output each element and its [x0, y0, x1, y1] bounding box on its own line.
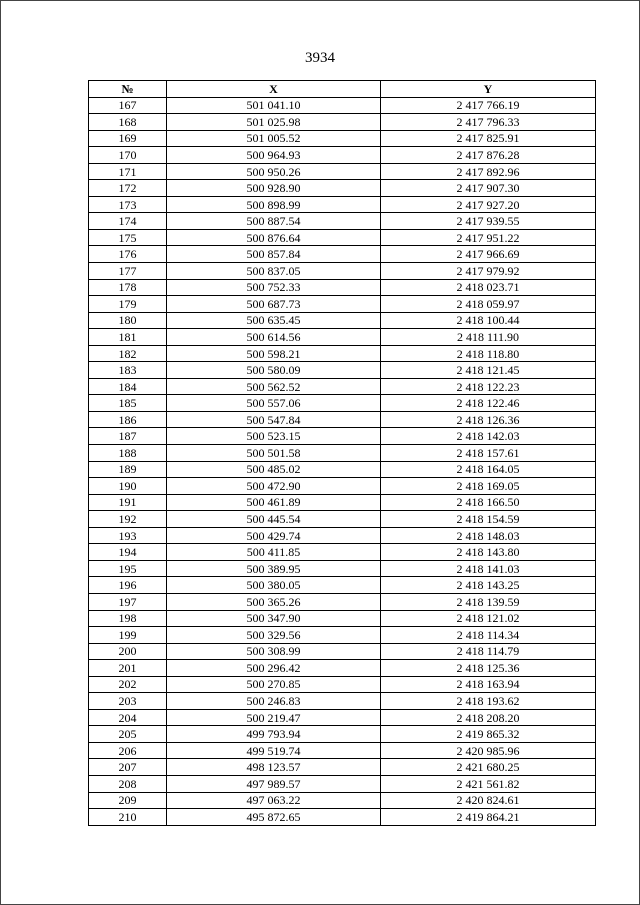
table-row [89, 114, 596, 131]
table-row [89, 279, 596, 296]
x-coordinate-cell: 500 614.56 [167, 329, 381, 346]
x-coordinate-cell: 500 547.84 [167, 411, 381, 428]
table-row [89, 544, 596, 561]
point-number-cell: 185 [89, 395, 167, 412]
point-number-cell: 177 [89, 263, 167, 280]
table-row [89, 163, 596, 180]
point-number-cell: 181 [89, 329, 167, 346]
point-number-cell: 204 [89, 709, 167, 726]
table-row [89, 742, 596, 759]
y-coordinate-cell: 2 418 114.79 [381, 643, 596, 660]
table-row [89, 809, 596, 826]
y-coordinate-cell: 2 418 166.50 [381, 494, 596, 511]
x-coordinate-cell: 500 347.90 [167, 610, 381, 627]
table-row [89, 130, 596, 147]
point-number-cell: 183 [89, 362, 167, 379]
table-row [89, 511, 596, 528]
x-coordinate-cell: 500 964.93 [167, 147, 381, 164]
point-number-cell: 199 [89, 627, 167, 644]
table-row [89, 263, 596, 280]
y-coordinate-cell: 2 419 864.21 [381, 809, 596, 826]
table-header-row [89, 81, 596, 98]
table-row [89, 147, 596, 164]
point-number-cell: 197 [89, 593, 167, 610]
y-coordinate-cell: 2 418 121.45 [381, 362, 596, 379]
y-coordinate-cell: 2 417 876.28 [381, 147, 596, 164]
x-coordinate-cell: 500 296.42 [167, 660, 381, 677]
table-row [89, 378, 596, 395]
point-number-cell: 206 [89, 742, 167, 759]
table-row [89, 180, 596, 197]
table-row [89, 97, 596, 114]
table-row [89, 478, 596, 495]
y-coordinate-cell: 2 418 143.80 [381, 544, 596, 561]
table-row [89, 461, 596, 478]
x-coordinate-cell: 500 219.47 [167, 709, 381, 726]
point-number-cell: 200 [89, 643, 167, 660]
x-coordinate-cell: 500 580.09 [167, 362, 381, 379]
point-number-cell: 168 [89, 114, 167, 131]
y-coordinate-cell: 2 418 142.03 [381, 428, 596, 445]
x-coordinate-cell: 500 562.52 [167, 378, 381, 395]
table-row [89, 428, 596, 445]
x-coordinate-cell: 500 837.05 [167, 263, 381, 280]
table-row [89, 345, 596, 362]
y-coordinate-cell: 2 418 100.44 [381, 312, 596, 329]
point-number-cell: 187 [89, 428, 167, 445]
y-coordinate-cell: 2 418 122.46 [381, 395, 596, 412]
point-number-cell: 195 [89, 560, 167, 577]
table-row [89, 329, 596, 346]
y-coordinate-cell: 2 418 157.61 [381, 445, 596, 462]
x-coordinate-cell: 500 411.85 [167, 544, 381, 561]
y-coordinate-cell: 2 418 154.59 [381, 511, 596, 528]
table-row [89, 775, 596, 792]
point-number-cell: 176 [89, 246, 167, 263]
table-row [89, 593, 596, 610]
y-coordinate-cell: 2 417 766.19 [381, 97, 596, 114]
table-row [89, 229, 596, 246]
x-coordinate-cell: 500 635.45 [167, 312, 381, 329]
x-coordinate-cell: 499 793.94 [167, 726, 381, 743]
y-coordinate-cell: 2 417 892.96 [381, 163, 596, 180]
point-number-cell: 203 [89, 693, 167, 710]
x-coordinate-cell: 497 063.22 [167, 792, 381, 809]
table-row [89, 246, 596, 263]
page-number: 3934 [305, 50, 335, 66]
point-number-cell: 171 [89, 163, 167, 180]
table-body [89, 97, 596, 825]
column-header-x: X [167, 81, 381, 98]
point-number-cell: 173 [89, 196, 167, 213]
point-number-cell: 210 [89, 809, 167, 826]
table-row [89, 494, 596, 511]
y-coordinate-cell: 2 417 825.91 [381, 130, 596, 147]
point-number-cell: 194 [89, 544, 167, 561]
y-coordinate-cell: 2 418 169.05 [381, 478, 596, 495]
x-coordinate-cell: 500 445.54 [167, 511, 381, 528]
table-row [89, 395, 596, 412]
point-number-cell: 198 [89, 610, 167, 627]
table-row [89, 693, 596, 710]
x-coordinate-cell: 500 887.54 [167, 213, 381, 230]
y-coordinate-cell: 2 417 796.33 [381, 114, 596, 131]
x-coordinate-cell: 500 557.06 [167, 395, 381, 412]
x-coordinate-cell: 500 523.15 [167, 428, 381, 445]
table-row [89, 296, 596, 313]
x-coordinate-cell: 500 365.26 [167, 593, 381, 610]
table-row [89, 527, 596, 544]
point-number-cell: 209 [89, 792, 167, 809]
point-number-cell: 186 [89, 411, 167, 428]
point-number-cell: 174 [89, 213, 167, 230]
y-coordinate-cell: 2 418 059.97 [381, 296, 596, 313]
x-coordinate-cell: 500 380.05 [167, 577, 381, 594]
x-coordinate-cell: 500 928.90 [167, 180, 381, 197]
table-row [89, 411, 596, 428]
point-number-cell: 188 [89, 445, 167, 462]
point-number-cell: 196 [89, 577, 167, 594]
y-coordinate-cell: 2 417 927.20 [381, 196, 596, 213]
point-number-cell: 184 [89, 378, 167, 395]
point-number-cell: 180 [89, 312, 167, 329]
column-header-number: № [89, 81, 167, 98]
y-coordinate-cell: 2 418 208.20 [381, 709, 596, 726]
point-number-cell: 191 [89, 494, 167, 511]
y-coordinate-cell: 2 418 193.62 [381, 693, 596, 710]
x-coordinate-cell: 501 041.10 [167, 97, 381, 114]
point-number-cell: 179 [89, 296, 167, 313]
table-row [89, 726, 596, 743]
table-row [89, 445, 596, 462]
table-row [89, 627, 596, 644]
y-coordinate-cell: 2 420 985.96 [381, 742, 596, 759]
point-number-cell: 169 [89, 130, 167, 147]
x-coordinate-cell: 500 429.74 [167, 527, 381, 544]
x-coordinate-cell: 500 598.21 [167, 345, 381, 362]
table-row [89, 213, 596, 230]
x-coordinate-cell: 500 472.90 [167, 478, 381, 495]
table-row [89, 362, 596, 379]
point-number-cell: 167 [89, 97, 167, 114]
y-coordinate-cell: 2 420 824.61 [381, 792, 596, 809]
table-row [89, 660, 596, 677]
column-header-y: Y [381, 81, 596, 98]
point-number-cell: 208 [89, 775, 167, 792]
x-coordinate-cell: 500 329.56 [167, 627, 381, 644]
point-number-cell: 175 [89, 229, 167, 246]
point-number-cell: 190 [89, 478, 167, 495]
point-number-cell: 205 [89, 726, 167, 743]
table-row [89, 759, 596, 776]
table-row [89, 196, 596, 213]
x-coordinate-cell: 500 270.85 [167, 676, 381, 693]
y-coordinate-cell: 2 421 680.25 [381, 759, 596, 776]
point-number-cell: 170 [89, 147, 167, 164]
y-coordinate-cell: 2 417 966.69 [381, 246, 596, 263]
x-coordinate-cell: 500 501.58 [167, 445, 381, 462]
x-coordinate-cell: 498 123.57 [167, 759, 381, 776]
y-coordinate-cell: 2 419 865.32 [381, 726, 596, 743]
table-row [89, 676, 596, 693]
x-coordinate-cell: 500 485.02 [167, 461, 381, 478]
y-coordinate-cell: 2 418 148.03 [381, 527, 596, 544]
point-number-cell: 207 [89, 759, 167, 776]
y-coordinate-cell: 2 418 126.36 [381, 411, 596, 428]
point-number-cell: 182 [89, 345, 167, 362]
x-coordinate-cell: 500 857.84 [167, 246, 381, 263]
y-coordinate-cell: 2 418 111.90 [381, 329, 596, 346]
y-coordinate-cell: 2 417 979.92 [381, 263, 596, 280]
x-coordinate-cell: 497 989.57 [167, 775, 381, 792]
x-coordinate-cell: 501 025.98 [167, 114, 381, 131]
table-row [89, 610, 596, 627]
y-coordinate-cell: 2 417 907.30 [381, 180, 596, 197]
point-number-cell: 192 [89, 511, 167, 528]
x-coordinate-cell: 499 519.74 [167, 742, 381, 759]
y-coordinate-cell: 2 418 163.94 [381, 676, 596, 693]
y-coordinate-cell: 2 418 143.25 [381, 577, 596, 594]
table-row [89, 792, 596, 809]
point-number-cell: 202 [89, 676, 167, 693]
y-coordinate-cell: 2 418 023.71 [381, 279, 596, 296]
point-number-cell: 193 [89, 527, 167, 544]
y-coordinate-cell: 2 417 951.22 [381, 229, 596, 246]
table-row [89, 709, 596, 726]
y-coordinate-cell: 2 418 114.34 [381, 627, 596, 644]
x-coordinate-cell: 500 308.99 [167, 643, 381, 660]
x-coordinate-cell: 500 687.73 [167, 296, 381, 313]
table-row [89, 643, 596, 660]
coordinates-table [88, 80, 596, 826]
x-coordinate-cell: 501 005.52 [167, 130, 381, 147]
y-coordinate-cell: 2 418 164.05 [381, 461, 596, 478]
y-coordinate-cell: 2 418 121.02 [381, 610, 596, 627]
x-coordinate-cell: 500 461.89 [167, 494, 381, 511]
point-number-cell: 172 [89, 180, 167, 197]
table-row [89, 312, 596, 329]
x-coordinate-cell: 500 246.83 [167, 693, 381, 710]
y-coordinate-cell: 2 417 939.55 [381, 213, 596, 230]
x-coordinate-cell: 500 752.33 [167, 279, 381, 296]
y-coordinate-cell: 2 418 139.59 [381, 593, 596, 610]
y-coordinate-cell: 2 421 561.82 [381, 775, 596, 792]
point-number-cell: 189 [89, 461, 167, 478]
y-coordinate-cell: 2 418 125.36 [381, 660, 596, 677]
table-row [89, 560, 596, 577]
x-coordinate-cell: 500 876.64 [167, 229, 381, 246]
x-coordinate-cell: 500 898.99 [167, 196, 381, 213]
x-coordinate-cell: 495 872.65 [167, 809, 381, 826]
y-coordinate-cell: 2 418 122.23 [381, 378, 596, 395]
x-coordinate-cell: 500 950.26 [167, 163, 381, 180]
table-row [89, 577, 596, 594]
y-coordinate-cell: 2 418 118.80 [381, 345, 596, 362]
point-number-cell: 178 [89, 279, 167, 296]
y-coordinate-cell: 2 418 141.03 [381, 560, 596, 577]
x-coordinate-cell: 500 389.95 [167, 560, 381, 577]
point-number-cell: 201 [89, 660, 167, 677]
